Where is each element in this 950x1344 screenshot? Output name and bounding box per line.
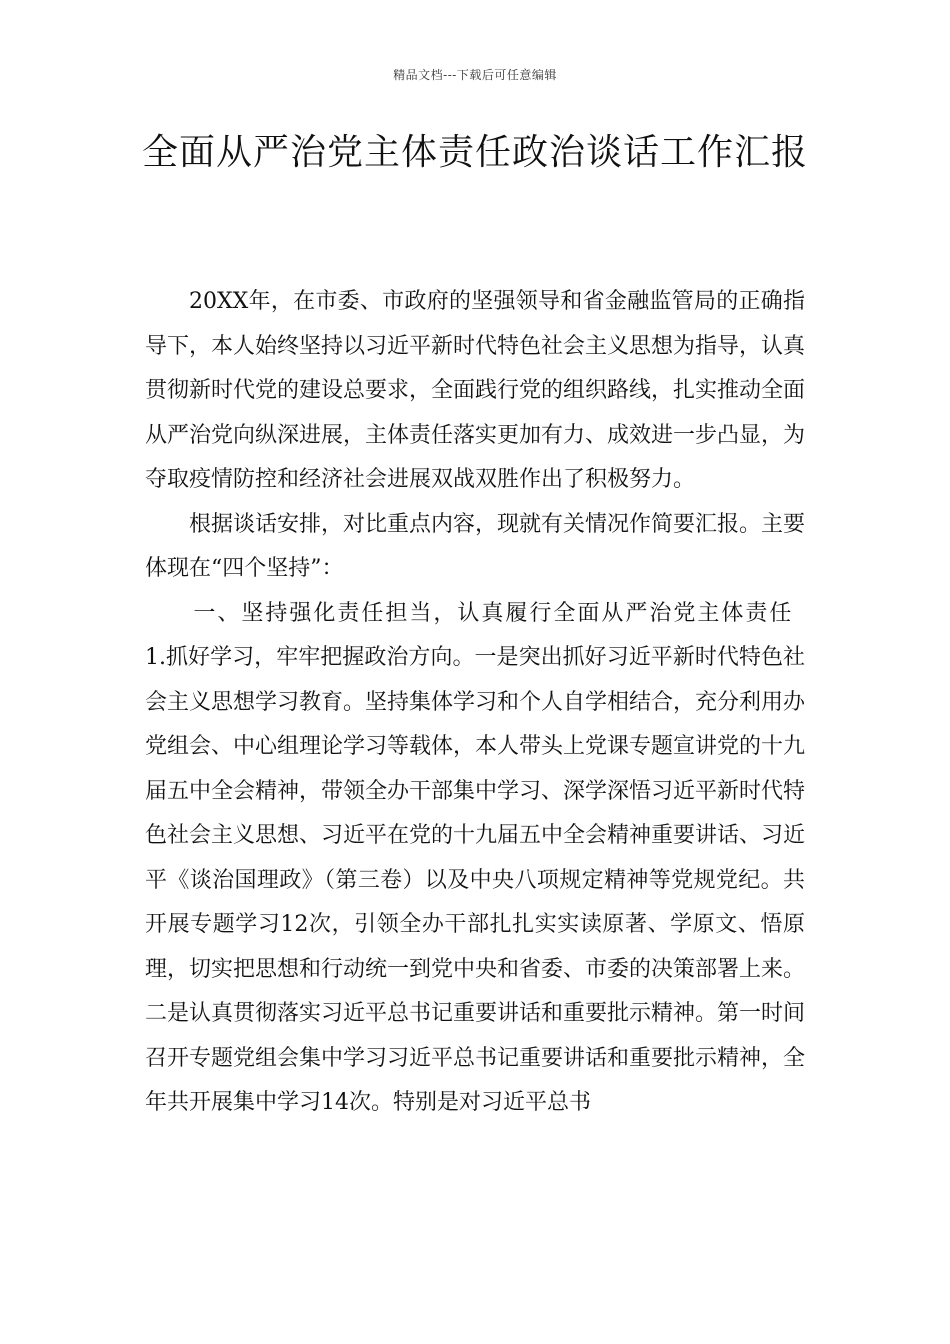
- paragraph-section-1-item-1: 1.抓好学习，牢牢把握政治方向。一是突出抓好习近平新时代特色社会主义思想学习教育。坚持集体学习和个人自学相结合，充分利用办党组会、中心组理论学习等载体，本人带头上党课专题宣讲党的十九届五中全会精神，带领全办干部集中学习、深学深悟习近平新时代特色社会主义思想、习近平在党的十九届五中全会精神重要讲话、习近平《谈治国理政》（第三卷）以及中央八项规定精神等党规党纪。共开展专题学习12次，引领全办干部扎扎实实读原著、学原文、悟原理，切实把思想和行动统一到党中央和省委、市委的决策部署上来。二是认真贯彻落实习近平总书记重要讲话和重要批示精神。第一时间召开专题党组会集中学习习近平总书记重要讲话和重要批示精神，全年共开展集中学习14次。特别是对习近平总书: [145, 645, 806, 1115]
- header-note: 精品文档---下载后可任意编辑: [393, 68, 557, 82]
- document-title: 全面从严治党主体责任政治谈话工作汇报: [141, 132, 808, 173]
- document-body: [145, 280, 805, 1126]
- paragraph-intro: 20XX年，在市委、市政府的坚强领导和省金融监管局的正确指导下，本人始终坚持以习近平新时代特色社会主义思想为指导，认真贯彻新时代党的建设总要求，全面践行党的组织路线，扎实推动全面从严治党向纵深进展，主体责任落实更加有力、成效进一步凸显，为夺取疫情防控和经济社会进展双战双胜作出了积极努力。: [145, 289, 806, 492]
- section-heading-1: 一、坚持强化责任担当，认真履行全面从严治党主体责任: [193, 600, 794, 626]
- paragraph-outline: 根据谈话安排，对比重点内容，现就有关情况作简要汇报。主要体现在“四个坚持”：: [145, 511, 806, 581]
